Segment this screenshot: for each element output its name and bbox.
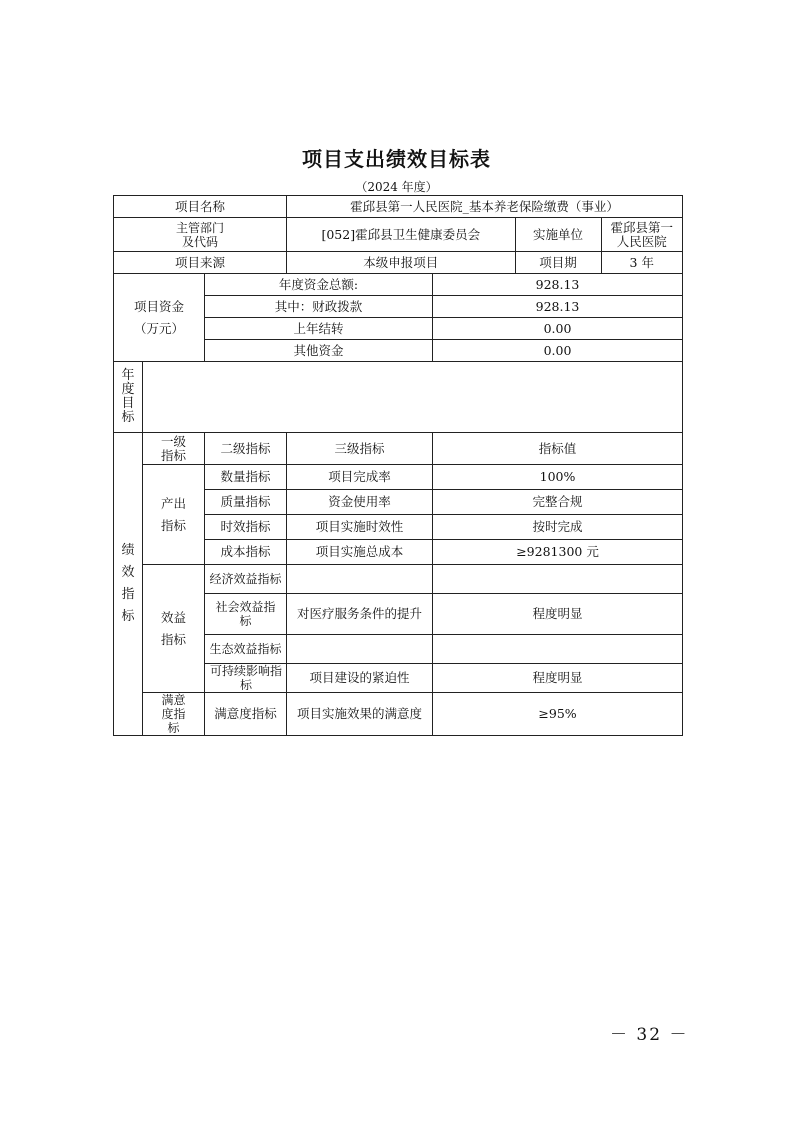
level2-cell: 可持续影响指标 bbox=[205, 664, 287, 693]
level2-cell: 成本指标 bbox=[205, 540, 287, 565]
period-value: 3 年 bbox=[629, 254, 654, 270]
page-title: 项目支出绩效目标表 bbox=[302, 147, 491, 171]
funds-row-label: 其他资金 bbox=[205, 340, 433, 362]
row-annual-goal bbox=[114, 362, 683, 433]
indicator-row bbox=[114, 465, 683, 490]
source-value: 本级申报项目 bbox=[287, 252, 515, 273]
page-number: － 32 － bbox=[610, 1025, 689, 1045]
value-cell bbox=[433, 635, 683, 664]
value-cell: 程度明显 bbox=[433, 594, 683, 635]
indicator-row bbox=[114, 565, 683, 594]
impl-unit-value: 霍邱县第一人民医院 bbox=[610, 219, 674, 249]
funds-row-value: 928.13 bbox=[433, 296, 683, 318]
value-cell bbox=[433, 565, 683, 594]
annual-goal-label: 年度目标 bbox=[114, 362, 143, 433]
funds-row-value: 0.00 bbox=[433, 340, 683, 362]
level3-cell: 项目实施总成本 bbox=[287, 540, 433, 565]
header-level3: 三级指标 bbox=[287, 433, 433, 465]
funds-row-label: 其中：财政拨款 bbox=[205, 296, 433, 318]
level3-cell: 项目实施效果的满意度 bbox=[287, 693, 433, 736]
funds-label: 项目资金（万元） bbox=[114, 274, 205, 362]
source-label: 项目来源 bbox=[114, 252, 287, 274]
row-project-name bbox=[114, 196, 683, 218]
level3-cell: 项目建设的紧迫性 bbox=[287, 664, 433, 693]
header-value: 指标值 bbox=[433, 433, 683, 465]
row-source bbox=[114, 252, 683, 274]
level3-cell bbox=[287, 635, 433, 664]
perf-indicator-label: 绩效指标 bbox=[114, 433, 143, 736]
level2-cell: 质量指标 bbox=[205, 490, 287, 515]
level3-cell: 项目实施时效性 bbox=[287, 515, 433, 540]
project-name-value: 霍邱县第一人民医院_基本养老保险缴费（事业） bbox=[287, 196, 683, 218]
level2-cell: 经济效益指标 bbox=[205, 565, 287, 594]
level3-cell: 对医疗服务条件的提升 bbox=[287, 594, 433, 635]
value-cell: 按时完成 bbox=[433, 515, 683, 540]
level3-cell bbox=[287, 565, 433, 594]
project-name-label: 项目名称 bbox=[114, 196, 287, 218]
level2-cell: 生态效益指标 bbox=[205, 635, 287, 664]
level2-cell: 时效指标 bbox=[205, 515, 287, 540]
value-cell: ≥9281300 元 bbox=[433, 540, 683, 565]
indicator-header-row bbox=[114, 433, 683, 465]
level2-cell: 满意度指标 bbox=[205, 693, 287, 736]
level2-cell: 社会效益指标 bbox=[205, 594, 287, 635]
level2-cell: 数量指标 bbox=[205, 465, 287, 490]
dept-value: [052]霍邱县卫生健康委员会 bbox=[287, 218, 515, 251]
performance-table bbox=[113, 195, 683, 736]
row-department bbox=[114, 218, 683, 252]
year-label: （2024 年度） bbox=[355, 180, 438, 194]
funds-row bbox=[114, 274, 683, 296]
value-cell: 程度明显 bbox=[433, 664, 683, 693]
level3-cell: 资金使用率 bbox=[287, 490, 433, 515]
output-indicator-label: 产出指标 bbox=[143, 465, 205, 565]
funds-row-value: 928.13 bbox=[433, 274, 683, 296]
indicator-row bbox=[114, 693, 683, 736]
impl-unit-label: 实施单位 bbox=[515, 218, 601, 251]
period-label: 项目期 bbox=[515, 252, 601, 273]
dept-label: 主管部门及代码 bbox=[114, 218, 287, 252]
level3-cell: 项目完成率 bbox=[287, 465, 433, 490]
funds-row-label: 年度资金总额: bbox=[205, 274, 433, 296]
satisfaction-indicator-label: 满意度指标 bbox=[143, 693, 205, 736]
header-level2: 二级指标 bbox=[205, 433, 287, 465]
value-cell: 100% bbox=[433, 465, 683, 490]
header-level1: 一级指标 bbox=[143, 433, 205, 465]
annual-goal-value bbox=[143, 362, 683, 433]
value-cell: ≥95% bbox=[433, 693, 683, 736]
funds-row-value: 0.00 bbox=[433, 318, 683, 340]
value-cell: 完整合规 bbox=[433, 490, 683, 515]
funds-row-label: 上年结转 bbox=[205, 318, 433, 340]
benefit-indicator-label: 效益指标 bbox=[143, 565, 205, 693]
